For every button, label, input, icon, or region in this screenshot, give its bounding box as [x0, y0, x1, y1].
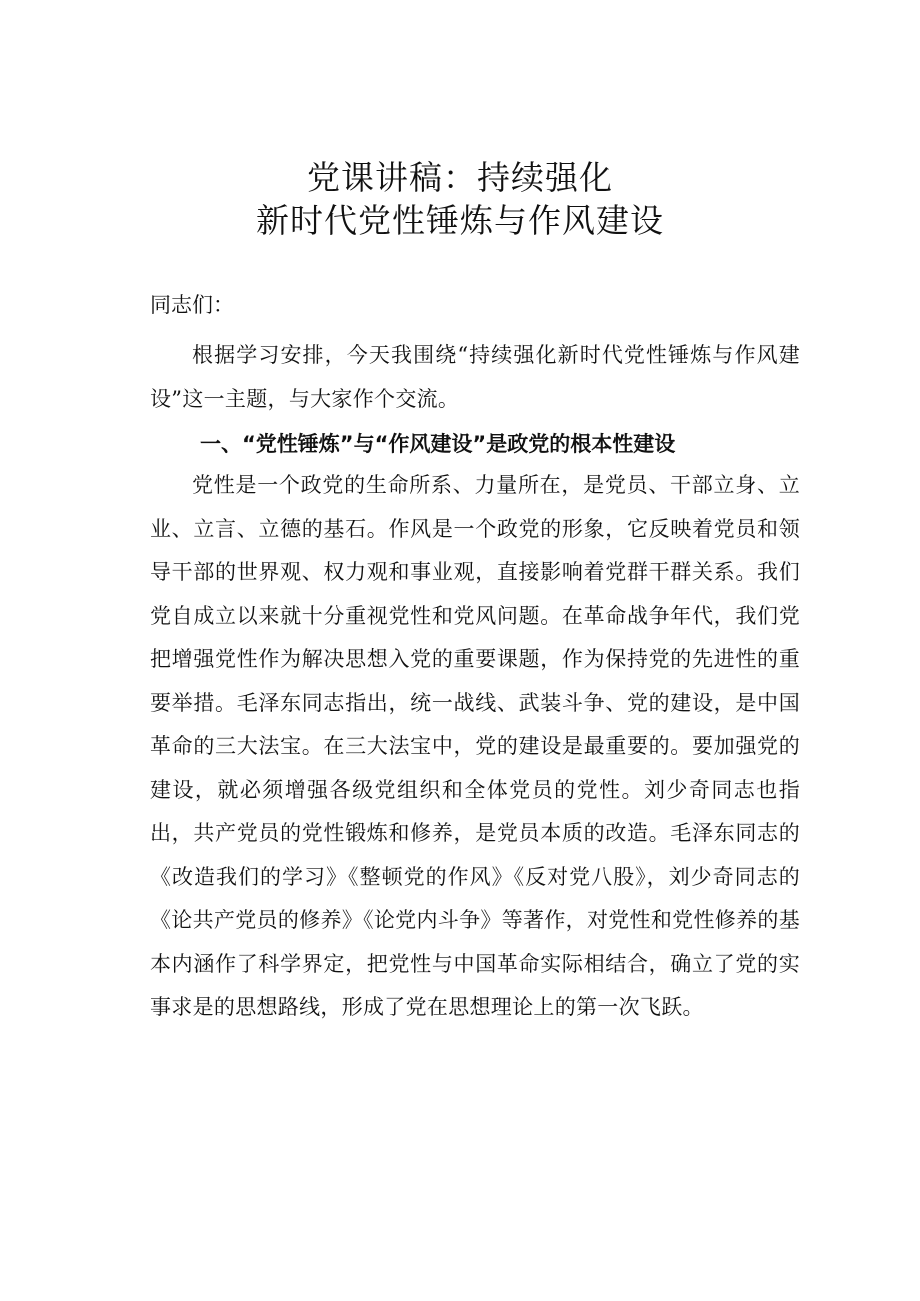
salutation: 同志们：: [150, 293, 234, 317]
document-title-line-2: 新时代党性锤炼与作风建设: [256, 201, 664, 240]
section-1-heading: 一、“党性锤炼”与“作风建设”是政党的根本性建设: [200, 432, 676, 456]
document-title-line-1: 党课讲稿：持续强化: [307, 158, 613, 197]
section-1-paragraph: 党性是一个政党的生命所系、力量所在，是党员、干部立身、立业、立言、立德的基石。作风是一个政党的形象，它反映着党员和领导干部的世界观、权力观和事业观，直接影响着党群干群关系。我们党自成立以来就十分重视党性和党风问题。在革命战争年代，我们党把增强党性作为解决思想入党的重要课题，作为保持党的先进性的重要举措。毛泽东同志指出，统一战线、武装斗争、党的建设，是中国革命的三大法宝。在三大法宝中，党的建设是最重要的。要加强党的建设，就必须增强各级党组织和全体党员的党性。刘少奇同志也指出，共产党员的党性锻炼和修养，是党员本质的改造。毛泽东同志的《改造我们的学习》《整顿党的作风》《反对党八股》，刘少奇同志的《论共产党员的修养》《论党内斗争》等著作，对党性和党性修养的基本内涵作了科学界定，把党性与中国革命实际相结合，确立了党的实事求是的思想路线，形成了党在思想理论上的第一次飞跃。: [150, 473, 800, 1019]
intro-paragraph: 根据学习安排，今天我围绕“持续强化新时代党性锤炼与作风建设”这一主题，与大家作个交流。: [150, 343, 800, 411]
